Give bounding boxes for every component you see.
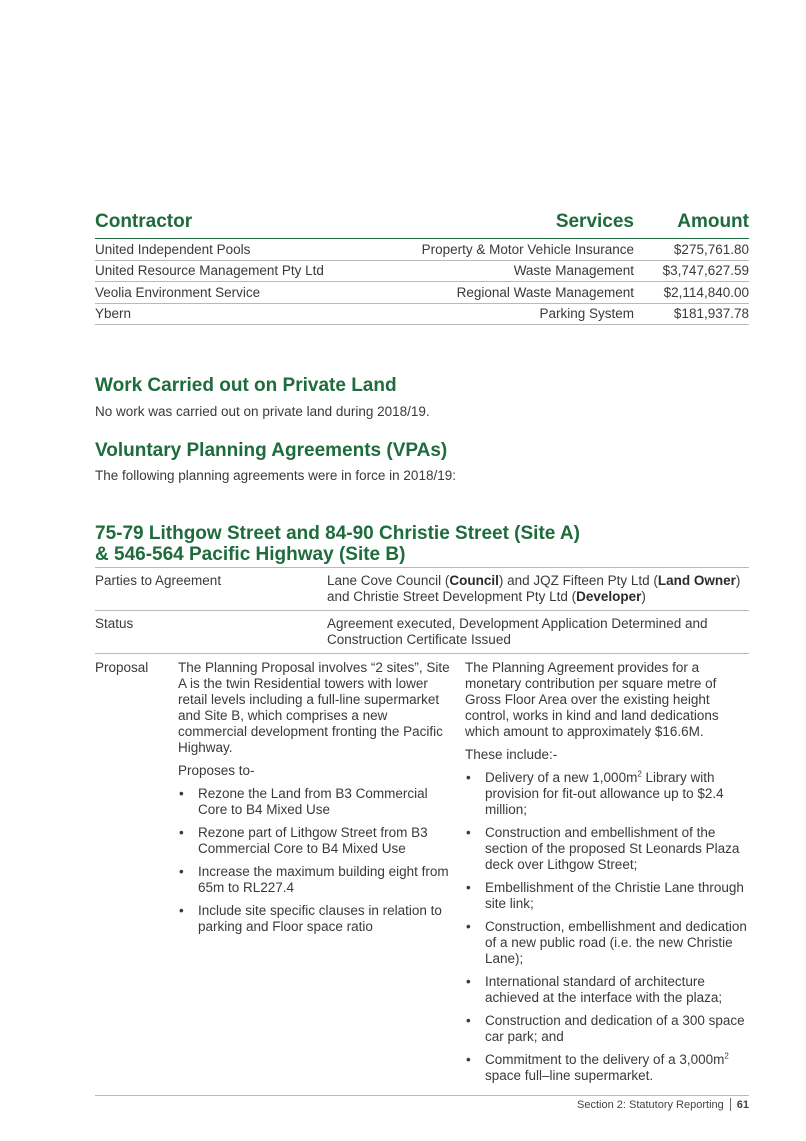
parties-developer: Developer — [576, 589, 642, 604]
table-row — [95, 239, 749, 261]
status-label: Status — [95, 616, 134, 631]
list-item: • International standard of architecture achieved at the interface with the plaza; — [465, 974, 749, 1006]
page-number: 61 — [736, 1098, 749, 1111]
list-item — [465, 1052, 749, 1084]
parties-text: and Christie Street Development Pty Ltd ( — [327, 589, 577, 604]
table-header-row — [95, 210, 749, 239]
status-line: Agreement executed, Development Application Determined and — [327, 616, 708, 631]
cell-services: Parking System — [539, 306, 634, 322]
proposal-list — [178, 786, 451, 935]
cell-contractor: Veolia Environment Service — [95, 284, 261, 300]
agreement-table — [95, 567, 749, 1096]
contractor-table — [95, 210, 749, 325]
header-services: Services — [555, 211, 634, 232]
list-item: • Rezone the Land from B3 Commercial Core to B4 Mixed Use — [178, 786, 451, 818]
supermarket-text: Commitment to the delivery of a 3,000m — [485, 1052, 725, 1067]
cell-services: Waste Management — [513, 263, 634, 279]
cell-amount: $2,114,840.00 — [663, 284, 749, 300]
cell-amount: $275,761.80 — [673, 241, 749, 257]
cell-contractor: Ybern — [95, 306, 132, 322]
site-heading — [95, 523, 580, 565]
parties-value — [327, 573, 749, 605]
list-item: • Increase the maximum building eight from 65m to RL227.4 — [178, 864, 451, 896]
parties-council: Council — [449, 573, 499, 588]
vpa-text: The following planning agreements were in force in 2018/19: — [95, 468, 456, 483]
list-item: • Include site specific clauses in relation to parking and Floor space ratio — [178, 903, 451, 935]
list-item: • Construction, embellishment and dedication of a new public road (i.e. the new Christie Lane); — [465, 919, 749, 967]
parties-land-owner: Land Owner — [657, 573, 736, 588]
list-item: • Construction and dedication of a 300 space car park; and — [465, 1013, 749, 1045]
header-amount: Amount — [677, 211, 749, 232]
list-item — [465, 770, 749, 818]
cell-amount: $3,747,627.59 — [662, 263, 749, 279]
proposal-intro: The Planning Proposal involves “2 sites”, Site A is the twin Residential towers with lower retail levels including a full-line supermarket and Site B, which comprises a new commercial development fronting the Pacific Highway. — [178, 660, 450, 755]
status-value — [327, 616, 749, 648]
private-land-text: No work was carried out on private land during 2018/19. — [95, 404, 430, 419]
agreement-intro: The Planning Agreement provides for a monetary contribution per square metre of Gross Floor Area over the existing height control, works in kind and land dedications which amount to approximately $16.6M. — [465, 660, 719, 739]
supermarket-text: space full–line supermarket. — [485, 1068, 654, 1083]
library-text: Delivery of a new 1,000m — [485, 770, 638, 785]
cell-contractor: United Resource Management Pty Ltd — [95, 263, 324, 279]
superscript: 2 — [637, 769, 642, 779]
parties-text: ) — [735, 573, 741, 588]
parties-text: ) and JQZ Fifteen Pty Ltd ( — [498, 573, 658, 588]
list-item: • Rezone part of Lithgow Street from B3 Commercial Core to B4 Mixed Use — [178, 825, 451, 857]
status-line: Construction Certificate Issued — [327, 632, 511, 647]
table-row — [95, 261, 749, 283]
agreement-list — [465, 770, 749, 1084]
cell-amount: $181,937.78 — [673, 306, 749, 322]
superscript: 2 — [724, 1051, 729, 1061]
cell-services: Property & Motor Vehicle Insurance — [421, 241, 634, 257]
agreement-column — [465, 660, 749, 1091]
page-footer — [577, 1098, 749, 1111]
proposal-row — [95, 653, 749, 1096]
cell-services: Regional Waste Management — [456, 284, 634, 300]
proposal-label: Proposal — [95, 660, 149, 675]
footer-divider — [730, 1098, 731, 1111]
table-row — [95, 304, 749, 326]
proposal-column — [178, 660, 451, 1091]
vpa-heading: Voluntary Planning Agreements (VPAs) — [95, 440, 448, 461]
header-contractor: Contractor — [95, 211, 193, 232]
private-land-heading: Work Carried out on Private Land — [95, 375, 397, 396]
list-item: • Embellishment of the Christie Lane through site link; — [465, 880, 749, 912]
parties-text: Lane Cove Council ( — [327, 573, 450, 588]
proposes-to: Proposes to- — [178, 763, 255, 778]
parties-text: ) — [641, 589, 646, 604]
parties-row — [95, 567, 749, 610]
site-heading-line2: & 546-564 Pacific Highway (Site B) — [95, 544, 406, 565]
list-item: • Construction and embellishment of the section of the proposed St Leonards Plaza deck over Lithgow Street; — [465, 825, 749, 873]
library-text: Library with provision for fit-out allowance up to $2.4 million; — [485, 770, 724, 817]
footer-section: Section 2: Statutory Reporting — [577, 1098, 724, 1111]
cell-contractor: United Independent Pools — [95, 241, 251, 257]
status-row — [95, 610, 749, 653]
site-heading-line1: 75-79 Lithgow Street and 84-90 Christie Street (Site A) — [95, 523, 580, 544]
these-include: These include:- — [465, 747, 558, 762]
parties-label: Parties to Agreement — [95, 573, 222, 588]
table-row — [95, 282, 749, 304]
